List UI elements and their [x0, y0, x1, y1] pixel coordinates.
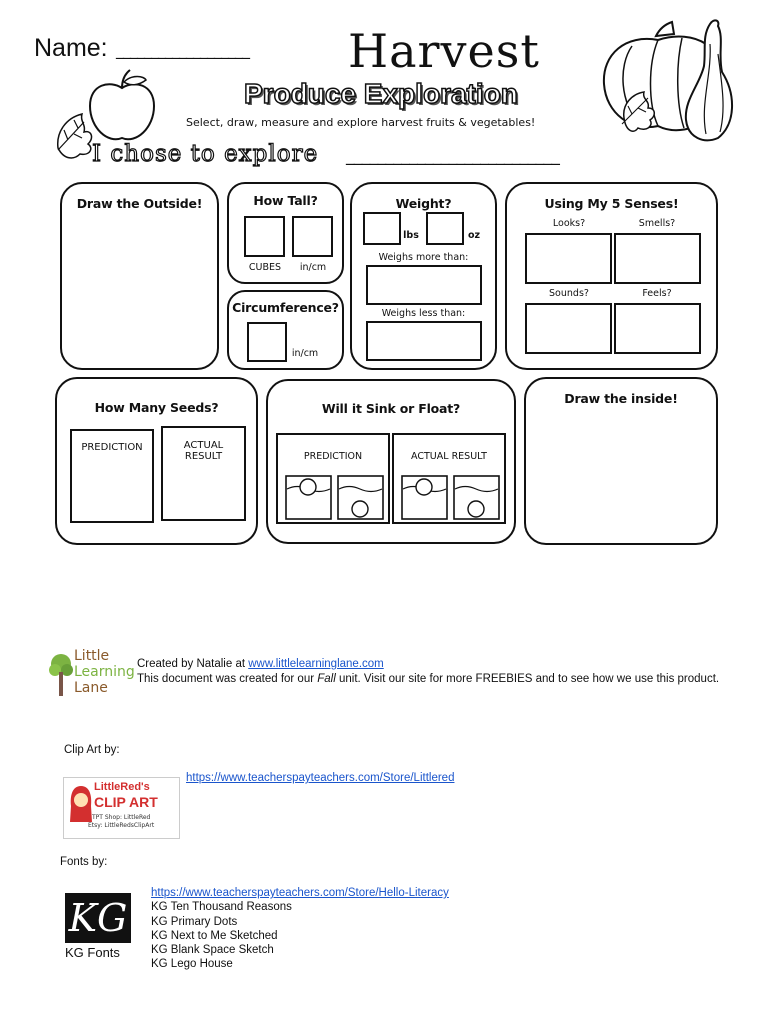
kg-caption: KG Fonts — [65, 945, 120, 960]
oz-answer-box[interactable] — [426, 212, 464, 245]
weighs-more-label: Weighs more than: — [378, 252, 469, 263]
name-line[interactable]: ___________________ — [116, 40, 249, 59]
looks-box[interactable] — [525, 233, 612, 284]
note-post: unit. Visit our site for more FREEBIES and to see how we use this product. — [335, 673, 720, 685]
smells-label: Smells? — [638, 218, 676, 229]
chose-label: I chose to explore — [92, 141, 319, 167]
smells-box[interactable] — [614, 233, 701, 284]
circumference-unit-label: in/cm — [291, 348, 319, 359]
five-senses-title: Using My 5 Senses! — [544, 196, 679, 211]
logo-word-2: Learning — [74, 664, 135, 680]
weighs-less-label: Weighs less than: — [381, 308, 466, 319]
little-learning-lane-logo — [48, 648, 135, 704]
page-title: Harvest — [348, 24, 540, 78]
cubes-answer-box[interactable] — [244, 216, 285, 257]
fonts-label: Fonts by: — [60, 856, 108, 868]
weight-box — [350, 182, 497, 370]
seeds-prediction-label: PREDICTION — [81, 442, 143, 453]
feels-box[interactable] — [614, 303, 701, 354]
prediction-sink-option[interactable] — [337, 475, 384, 520]
sounds-box[interactable] — [525, 303, 612, 354]
kg-fonts-logo — [63, 891, 135, 963]
circumference-answer-box[interactable] — [247, 322, 287, 362]
note-em: Fall — [317, 673, 336, 685]
in-cm-label: in/cm — [299, 262, 327, 273]
draw-inside-title: Draw the inside! — [564, 391, 678, 406]
chose-line[interactable]: ___________________________ — [346, 146, 560, 166]
circumference-title: Circumference? — [232, 300, 339, 315]
pumpkin-gourd-illustration — [596, 14, 746, 144]
how-tall-title: How Tall? — [253, 193, 318, 208]
feels-label: Feels? — [642, 288, 672, 299]
actual-sink-option[interactable] — [453, 475, 500, 520]
five-senses-box — [505, 182, 718, 370]
tree-icon — [48, 652, 74, 698]
sink-float-prediction-label: PREDICTION — [303, 451, 363, 462]
font-item: KG Ten Thousand Reasons — [151, 901, 292, 914]
sink-float-actual-box — [392, 433, 506, 524]
created-by-line — [137, 657, 737, 672]
clipart-link[interactable]: https://www.teacherspayteachers.com/Store/Littlered — [186, 772, 455, 784]
circumference-box — [227, 290, 344, 370]
font-item: KG Primary Dots — [151, 915, 238, 928]
sink-float-prediction-box — [276, 433, 390, 524]
font-item: KG Lego House — [151, 958, 233, 971]
in-cm-answer-box[interactable] — [292, 216, 333, 257]
name-label: Name: — [34, 34, 108, 62]
weight-title: Weight? — [395, 196, 452, 211]
lbs-answer-box[interactable] — [363, 212, 401, 245]
oz-label: oz — [467, 230, 481, 241]
cubes-label: CUBES — [248, 262, 282, 273]
littlered-clipart-logo — [63, 777, 180, 839]
fonts-link[interactable]: https://www.teacherspayteachers.com/Store/Hello-Literacy — [151, 887, 449, 899]
draw-outside-title: Draw the Outside! — [76, 196, 203, 211]
seeds-actual-box[interactable] — [161, 426, 246, 521]
seeds-box — [55, 377, 258, 545]
weighs-less-box[interactable] — [366, 321, 482, 361]
looks-label: Looks? — [552, 218, 586, 229]
lr-line4: Etsy: LittleRedsClipArt — [88, 822, 155, 829]
actual-float-option[interactable] — [401, 475, 448, 520]
site-link[interactable]: www.littlelearninglane.com — [248, 658, 384, 670]
logo-word-3: Lane — [74, 680, 108, 696]
sink-float-title: Will it Sink or Float? — [321, 401, 461, 416]
clipart-label: Clip Art by: — [64, 744, 120, 756]
lr-line3: TPT Shop: LittleRed — [92, 814, 151, 821]
seeds-actual-label: ACTUAL RESULT — [183, 440, 224, 462]
kg-mark: KG — [65, 893, 131, 943]
draw-inside-box[interactable] — [524, 377, 718, 545]
red-riding-hood-icon — [68, 784, 94, 824]
font-item: KG Next to Me Sketched — [151, 929, 278, 942]
seeds-title: How Many Seeds? — [94, 400, 219, 415]
created-by-text: Created by Natalie at — [137, 658, 249, 670]
logo-word-1: Little — [74, 648, 110, 664]
draw-outside-box[interactable] — [60, 182, 219, 370]
sink-float-actual-label: ACTUAL RESULT — [411, 451, 487, 462]
font-item: KG Blank Space Sketch — [151, 944, 274, 957]
seeds-prediction-box[interactable] — [70, 429, 154, 523]
instructions: Select, draw, measure and explore harvest fruits & vegetables! — [186, 116, 536, 129]
lr-line2: CLIP ART — [94, 794, 158, 810]
apple-leaf-illustration — [50, 66, 170, 166]
how-tall-box — [227, 182, 344, 284]
page-subtitle: Produce Exploration — [244, 78, 518, 109]
prediction-float-option[interactable] — [285, 475, 332, 520]
document-note — [137, 672, 737, 687]
note-pre: This document was created for our — [137, 673, 318, 685]
weighs-more-box[interactable] — [366, 265, 482, 305]
lr-line1: LittleRed's — [94, 781, 150, 793]
sounds-label: Sounds? — [549, 288, 589, 299]
sink-float-box — [266, 379, 516, 544]
lbs-label: lbs — [403, 230, 419, 241]
